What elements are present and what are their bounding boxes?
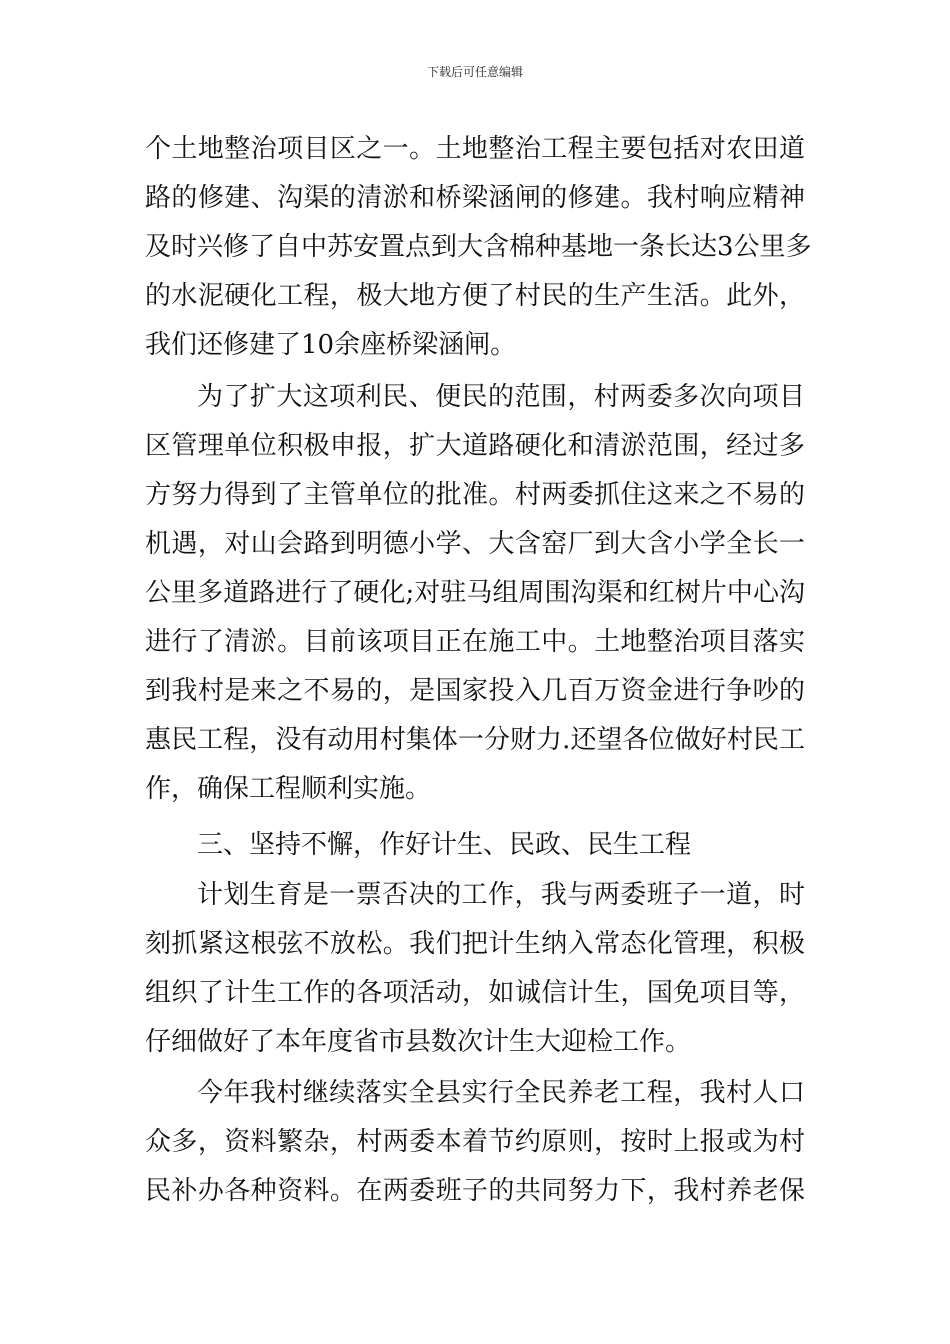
text-line: 区管理单位积极申报，扩大道路硬化和清淤范围，经过多 (145, 431, 805, 461)
section-heading: 三、坚持不懈，作好计生、民政、民生工程 (197, 830, 692, 860)
text-line: 仔细做好了本年度省市县数次计生大迎检工作。 (145, 1027, 692, 1057)
text-line: 机遇，对山会路到明德小学、大含窑厂到大含小学全长一 (145, 529, 805, 559)
text-line: 民补办各种资料。在两委班子的共同努力下，我村养老保 (145, 1176, 805, 1206)
text-line: 的水泥硬化工程，极大地方便了村民的生产生活。此外， (145, 281, 805, 311)
text-line: 今年我村继续落实全县实行全民养老工程，我村人口 (197, 1078, 805, 1108)
text-line: 到我村是来之不易的，是国家投入几百万资金进行争吵的 (145, 676, 805, 706)
text-line: 计划生育是一票否决的工作，我与两委班子一道，时 (197, 880, 805, 910)
text-line: 作，确保工程顺利实施。 (145, 774, 432, 804)
text-line: 我们还修建了10余座桥梁涵闸。 (145, 330, 517, 360)
text-line: 刻抓紧这根弦不放松。我们把计生纳入常态化管理，积极 (145, 929, 805, 959)
text-line: 为了扩大这项利民、便民的范围，村两委多次向项目 (197, 382, 805, 412)
text-line: 进行了清淤。目前该项目正在施工中。土地整治项目落实 (145, 627, 805, 657)
text-line: 惠民工程，没有动用村集体一分财力.还望各位做好村民工 (145, 725, 805, 755)
text-line: 众多，资料繁杂，村两委本着节约原则，按时上报或为村 (145, 1127, 805, 1157)
text-line: 及时兴修了自中苏安置点到大含棉种基地一条长达3公里多 (145, 232, 812, 262)
text-line: 组织了计生工作的各项活动，如诚信计生，国免项目等， (145, 978, 805, 1008)
text-line: 公里多道路进行了硬化;对驻马组周围沟渠和红树片中心沟 (145, 578, 805, 608)
page-header: 下载后可任意编辑 (426, 65, 523, 79)
text-line: 方努力得到了主管单位的批准。村两委抓住这来之不易的 (145, 480, 805, 510)
text-line: 路的修建、沟渠的清淤和桥梁涵闸的修建。我村响应精神 (145, 183, 805, 213)
text-line: 个土地整治项目区之一。土地整治工程主要包括对农田道 (145, 134, 805, 164)
